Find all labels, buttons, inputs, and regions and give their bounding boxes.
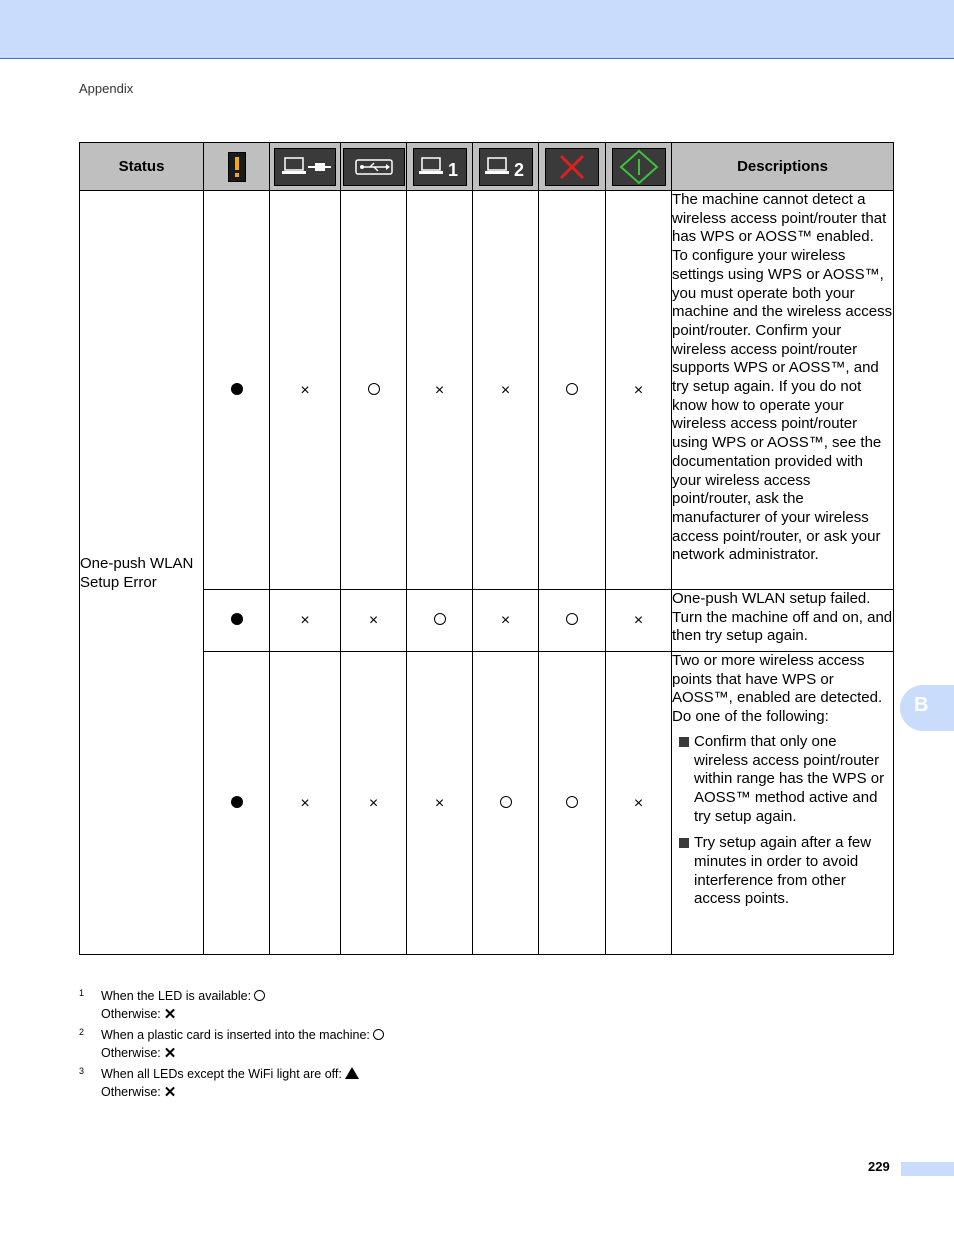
led-symbol: [473, 590, 539, 652]
cross-icon: ✕: [163, 1044, 177, 1062]
led-symbol: [204, 590, 270, 652]
page-number-bar: [901, 1162, 954, 1176]
led-symbol: [473, 652, 539, 955]
circle-icon: [373, 1029, 384, 1040]
footnote-number: 3: [79, 1066, 85, 1076]
footnote-number: 1: [79, 988, 85, 998]
descriptions-header: Descriptions: [672, 143, 894, 191]
bullet-item: [672, 733, 893, 827]
cross-icon: ×: [434, 794, 445, 812]
led-symbol: [270, 191, 341, 590]
led-symbol: [204, 191, 270, 590]
top-band: [0, 0, 954, 59]
filled-circle-icon: [231, 383, 243, 395]
table-row: [80, 191, 894, 590]
cross-icon: ×: [300, 612, 310, 629]
bullet-item: [672, 834, 893, 909]
cross-icon: ×: [300, 794, 310, 812]
description-cell: [672, 652, 894, 955]
table-header-row: [80, 143, 894, 191]
bullet-text: Confirm that only one wireless access point/router within range has the WPS or AOSS™ method active and try setup again.: [694, 732, 885, 825]
led-symbol: [341, 191, 407, 590]
footnote-text: When all LEDs except the WiFi light are off:: [101, 1067, 342, 1081]
cross-icon: ×: [368, 794, 379, 812]
led-symbol: [407, 652, 473, 955]
led-symbol: [539, 191, 606, 590]
page-number: 229: [868, 1159, 890, 1174]
cross-icon: ×: [434, 381, 445, 399]
description-cell: The machine cannot detect a wireless access point/router that has WPS or AOSS™ enabled. To configure your wireless settings using WPS or AOSS™, you must operate both your machine and the wireless access point/router. Confirm your wireless access point/router supports WPS or AOSS™, and try setup again. If you do not know how to operate your wireless access point/router using WPS or AOSS™, see the documentation provided with your wireless access point/router, ask the manufacturer of your wireless access point/router, or ask your network administrator.: [672, 191, 894, 590]
error-led-icon: [228, 152, 246, 182]
pc1-led-icon: [413, 148, 467, 186]
start-led-icon: [612, 148, 666, 186]
status-cell: One-push WLAN Setup Error: [80, 191, 204, 955]
description-cell: One-push WLAN setup failed. Turn the machine off and on, and then try setup again.: [672, 590, 894, 652]
square-bullet-icon: [679, 838, 689, 848]
cross-icon: ×: [500, 612, 511, 629]
triangle-icon: [345, 1067, 359, 1079]
led-symbol: [204, 652, 270, 955]
stop-led-icon: [545, 148, 599, 186]
circle-icon: [566, 383, 578, 395]
cross-icon: ×: [633, 794, 644, 812]
footnote: [79, 1066, 679, 1101]
footnote: [79, 988, 679, 1023]
footnote-text: When the LED is available:: [101, 989, 252, 1003]
led-symbol: [539, 590, 606, 652]
bullet-list: [672, 733, 893, 909]
description-intro: Two or more wireless access points that have WPS or AOSS™, enabled are detected. Do one of the following:: [672, 652, 883, 726]
circle-icon: [566, 796, 578, 808]
led-symbol: [341, 590, 407, 652]
footnote-otherwise: Otherwise:: [101, 1006, 161, 1021]
usb-led-icon: [343, 148, 405, 186]
led-symbol: [341, 652, 407, 955]
cross-icon: ×: [633, 612, 644, 629]
footnote-otherwise: Otherwise:: [101, 1045, 161, 1060]
cross-icon: ×: [368, 612, 379, 629]
filled-circle-icon: [231, 796, 243, 808]
led-symbol: [473, 191, 539, 590]
cross-icon: ×: [500, 381, 511, 399]
led-symbol: [606, 590, 672, 652]
circle-icon: [566, 613, 578, 625]
svg-text:1: 1: [447, 159, 458, 180]
led-symbol: [270, 590, 341, 652]
footnote-number: 2: [79, 1027, 85, 1037]
led-symbol: [407, 590, 473, 652]
circle-icon: [254, 990, 265, 1001]
bullet-text: Try setup again after a few minutes in order to avoid interference from other access points.: [694, 834, 872, 908]
cross-icon: ×: [633, 381, 644, 399]
running-head: Appendix: [79, 81, 134, 96]
led-symbol: [539, 652, 606, 955]
led-symbol: [606, 652, 672, 955]
led-symbol: [606, 191, 672, 590]
svg-text:2: 2: [513, 159, 524, 180]
status-header: Status: [80, 143, 204, 191]
footnotes: [79, 988, 679, 1105]
cross-icon: ×: [300, 381, 310, 399]
pc-direct-link-led-icon: [274, 148, 336, 186]
led-symbol: [270, 652, 341, 955]
led-symbol: [407, 191, 473, 590]
chapter-tab: [900, 685, 954, 731]
circle-icon: [368, 383, 380, 395]
chapter-tab-letter: B: [914, 694, 929, 716]
led-status-table: [79, 142, 894, 955]
footnote-text: When a plastic card is inserted into the machine:: [101, 1028, 370, 1042]
filled-circle-icon: [231, 613, 243, 625]
cross-icon: ✕: [163, 1005, 177, 1023]
pc2-led-icon: [479, 148, 533, 186]
circle-icon: [500, 796, 512, 808]
footnote: [79, 1027, 679, 1062]
footnote-otherwise: Otherwise:: [101, 1084, 161, 1099]
cross-icon: ✕: [163, 1083, 177, 1101]
square-bullet-icon: [679, 737, 689, 747]
circle-icon: [434, 613, 446, 625]
